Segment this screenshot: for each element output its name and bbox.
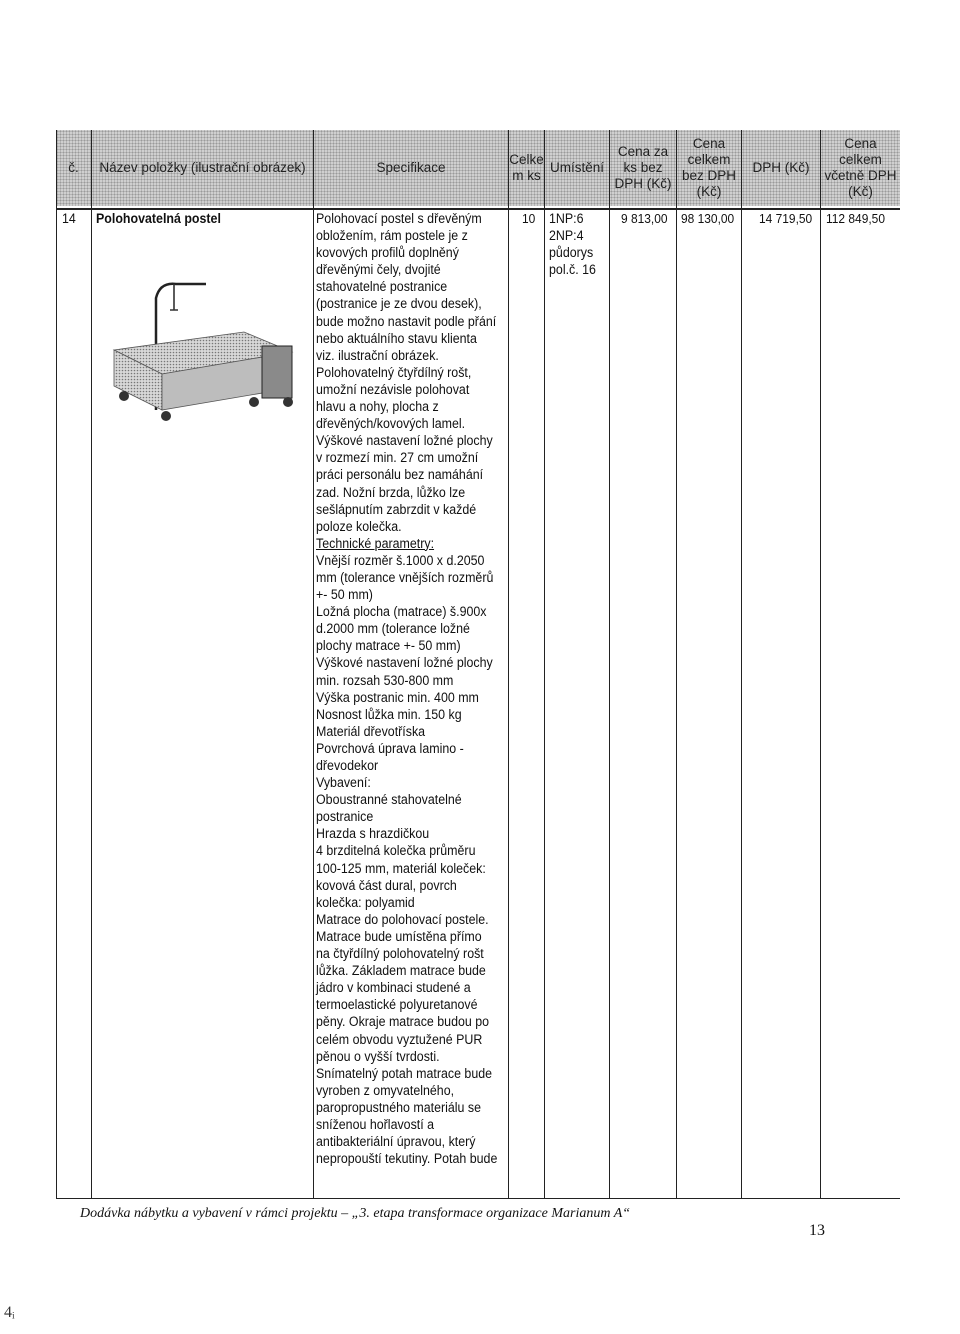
- spec-line: Matrace do polohovací postele.: [316, 911, 489, 927]
- spec-line: (postranice je ze dvou desek),: [316, 296, 482, 312]
- page-number: 13: [809, 1222, 825, 1239]
- spec-line: práci personálu bez namáhání: [316, 467, 484, 483]
- spec-line: 100-125 mm, materiál koleček:: [316, 860, 486, 876]
- spec-line: kovových profilů doplněný: [316, 245, 459, 261]
- spec-line: Oboustranné stahovatelné: [316, 792, 462, 808]
- spec-line: Nosnost lůžka min. 150 kg: [316, 706, 462, 722]
- spec-line: pěnou o vyšší tvrdosti.: [316, 1048, 440, 1064]
- spec-line: paropropustného materiálu se: [316, 1099, 482, 1115]
- placement-line: pol.č. 16: [549, 262, 596, 278]
- row-no: 14: [62, 211, 76, 226]
- spec-line: zad. Nožní brzda, lůžko lze: [316, 484, 466, 500]
- spec-line: antibakteriální úpravou, který: [316, 1134, 476, 1150]
- spec-line: kovová část dural, povrch: [316, 877, 457, 893]
- spec-line: vyroben z omyvatelného,: [316, 1082, 455, 1098]
- spec-line: dřevěných/kovových lamel.: [316, 416, 466, 432]
- item-name: Polohovatelná postel: [96, 211, 221, 226]
- spec-line: stahovatelné postranice: [316, 279, 448, 295]
- spec-line: sešlápnutím zabrzdit v každé: [316, 501, 477, 517]
- spec-line: umožní nezávisle polohovat: [316, 381, 470, 397]
- placement: [549, 210, 596, 278]
- spec-line: Polohovací postel s dřevěným: [316, 211, 482, 226]
- spec-line: 4 brzditelná kolečka průměru: [316, 843, 476, 859]
- bed-illustration: [94, 270, 294, 425]
- spec-line: Snímatelný potah matrace bude: [316, 1065, 493, 1081]
- spec-line: Vybavení:: [316, 775, 371, 791]
- header-total-vat: Cena celkem včetně DPH (Kč): [821, 130, 900, 206]
- spec-line: dřevodekor: [316, 758, 379, 773]
- spec-line: jádro v kombinaci studené a: [316, 980, 471, 996]
- spec-line: kolečka: polyamid: [316, 894, 415, 910]
- total-with-vat: 112 849,50: [826, 211, 885, 226]
- header-spec: Specifikace: [314, 130, 508, 206]
- total-price: 98 130,00: [681, 211, 735, 226]
- spec-line: +- 50 mm): [316, 587, 373, 603]
- spec-line: viz. ilustrační obrázek.: [316, 347, 439, 363]
- header-total-price: Cena celkem bez DPH (Kč): [677, 130, 741, 206]
- footer-note: Dodávka nábytku a vybavení v rámci projektu – „3. etapa transformace organizace Marianum A“: [80, 1206, 631, 1221]
- spec-line: plochy matrace +- 50 mm): [316, 638, 461, 654]
- placement-line: půdorys: [549, 245, 594, 261]
- spec-line: Vnější rozměr š.1000 x d.2050: [316, 552, 485, 568]
- spec-line: nebo aktuálního stavu klienta: [316, 330, 477, 346]
- header-place: Umístění: [545, 130, 609, 206]
- header-qty: Celke m ks: [509, 130, 544, 206]
- spec-line: d.2000 mm (tolerance ložné: [316, 621, 470, 637]
- spec-line: na čtyřdílný polohovatelný rošt: [316, 946, 484, 962]
- specification-text: [316, 210, 497, 1167]
- spec-line: nepropouští tekutiny. Potah bude: [316, 1151, 498, 1167]
- margin-note: 4ᵢ: [4, 1304, 15, 1321]
- quantity: 10: [522, 211, 536, 226]
- spec-line: Matrace bude umístěna přímo: [316, 928, 482, 944]
- spec-line: Povrchová úprava lamino -: [316, 740, 464, 756]
- header-vat: DPH (Kč): [742, 130, 820, 206]
- unit-price: 9 813,00: [621, 211, 668, 226]
- spec-line: celém obvodu vyztužené PUR: [316, 1031, 483, 1047]
- header-no: č.: [56, 130, 91, 206]
- spec-line: termoelastické polyuretanové: [316, 997, 478, 1013]
- spec-line: poloze kolečka.: [316, 518, 402, 534]
- spec-line: Výškové nastavení ložné plochy: [316, 433, 493, 449]
- spec-line: hlavu a nohy, plocha z: [316, 399, 439, 415]
- spec-line: lůžka. Základem matrace bude: [316, 963, 486, 979]
- spec-line: dřevěnými čely, dvojité: [316, 262, 441, 278]
- spec-line: pěny. Okraje matrace budou po: [316, 1014, 490, 1030]
- placement-line: 1NP:6: [549, 211, 584, 226]
- header-name: Název položky (ilustrační obrázek): [92, 130, 313, 206]
- spec-line: obložením, rám postele je z: [316, 228, 468, 244]
- spec-line: Výškové nastavení ložné plochy: [316, 655, 493, 671]
- spec-line: Materiál dřevotříska: [316, 723, 426, 739]
- spec-line: bude možno nastavit podle přání: [316, 313, 497, 329]
- spec-line: Technické parametry:: [316, 535, 435, 551]
- header-unit-price: Cena za ks bez DPH (Kč): [610, 130, 676, 206]
- spec-line: Polohovatelný čtyřdílný rošt,: [316, 364, 472, 380]
- spec-line: Hrazda s hrazdičkou: [316, 826, 430, 842]
- spec-line: mm (tolerance vnějších rozměrů: [316, 569, 494, 585]
- spec-line: postranice: [316, 809, 374, 825]
- spec-line: v rozmezí min. 27 cm umožní: [316, 450, 479, 466]
- spec-line: Ložná plocha (matrace) š.900x: [316, 604, 487, 620]
- vat-amount: 14 719,50: [759, 211, 813, 226]
- placement-line: 2NP:4: [549, 228, 584, 244]
- spec-line: Výška postranic min. 400 mm: [316, 689, 479, 705]
- spec-line: min. rozsah 530-800 mm: [316, 672, 454, 688]
- spec-line: sníženou hořlavostí a: [316, 1116, 435, 1132]
